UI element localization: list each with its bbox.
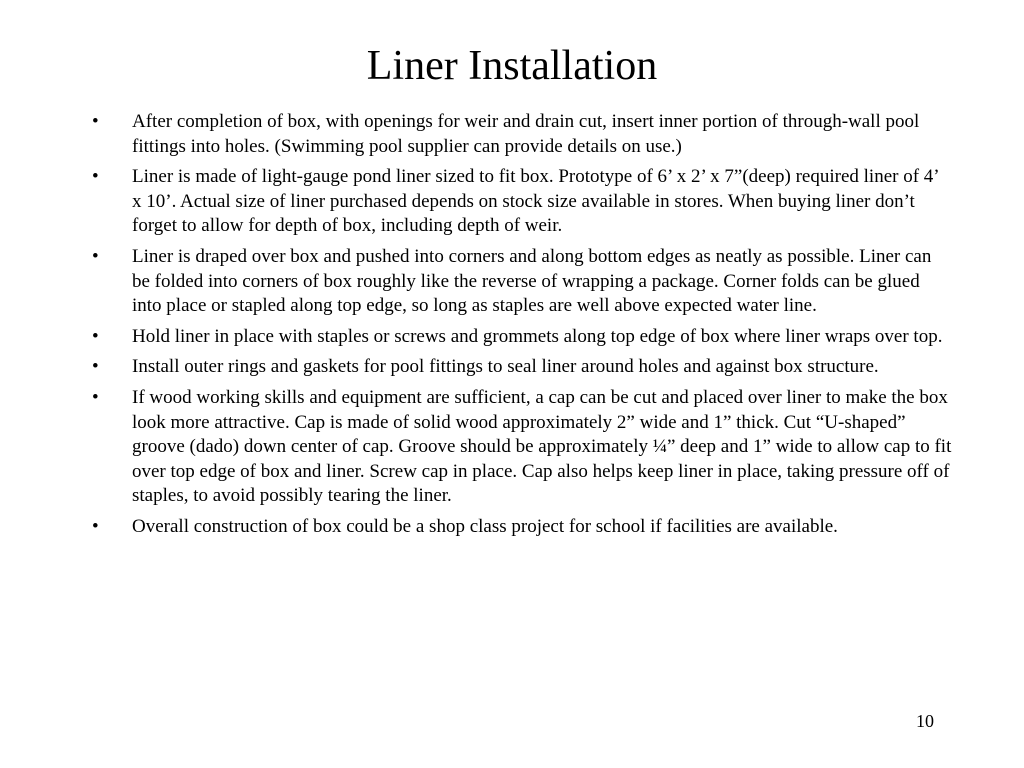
bullet-text: Overall construction of box could be a shop class project for school if facilities are available. xyxy=(132,515,838,537)
bullet-text: Hold liner in place with staples or screws and grommets along top edge of box where liner wraps over top. xyxy=(132,325,943,347)
bullet-item xyxy=(92,110,952,159)
bullet-text: Liner is made of light-gauge pond liner sized to fit box. Prototype of 6’ x 2’ x 7”(deep) required liner of 4’ x 10’. Actual size of liner purchased depends on stock size available in stores. When buying liner don’t forget to allow for depth of box, including depth of weir. xyxy=(132,166,939,237)
bullet-icon: • xyxy=(92,325,99,347)
bullet-icon: • xyxy=(92,386,99,408)
bullet-text: Liner is draped over box and pushed into corners and along bottom edges as neatly as possible. Liner can be folded into corners of box roughly like the reverse of wrapping a package. Corner folds can be glued into place or stapled along top edge, so long as staples are well above expected water line. xyxy=(132,245,932,317)
bullet-item xyxy=(92,386,952,509)
bullet-item xyxy=(92,245,952,319)
bullet-text: If wood working skills and equipment are sufficient, a cap can be cut and placed over liner to make the box look more attractive. Cap is made of solid wood approximately 2” wide and 1” thick. Cut “U-shaped” groove (dado) down center of cap. Groove should be approximately ¼” deep and 1” wide to allow cap to fit over top edge of box and liner. Screw cap in place. Cap also helps keep liner in place, taking pressure off of staples, to avoid possibly tearing the liner. xyxy=(132,386,952,507)
bullet-icon: • xyxy=(92,356,99,378)
bullet-list xyxy=(92,110,952,546)
page-number: 10 xyxy=(916,711,934,731)
bullet-item xyxy=(92,165,952,239)
bullet-item xyxy=(92,515,952,540)
bullet-item xyxy=(92,355,952,380)
slide-title: Liner Installation xyxy=(366,43,658,89)
bullet-icon: • xyxy=(92,111,99,132)
bullet-icon: • xyxy=(92,515,99,537)
bullet-icon: • xyxy=(92,166,99,188)
bullet-icon: • xyxy=(92,245,99,267)
bullet-text: Install outer rings and gaskets for pool fittings to seal liner around holes and against box structure. xyxy=(132,356,879,378)
bullet-item xyxy=(92,325,952,350)
bullet-text: After completion of box, with openings for weir and drain cut, insert inner portion of through-wall pool fittings into holes. (Swimming pool supplier can provide details on use.) xyxy=(132,111,920,157)
